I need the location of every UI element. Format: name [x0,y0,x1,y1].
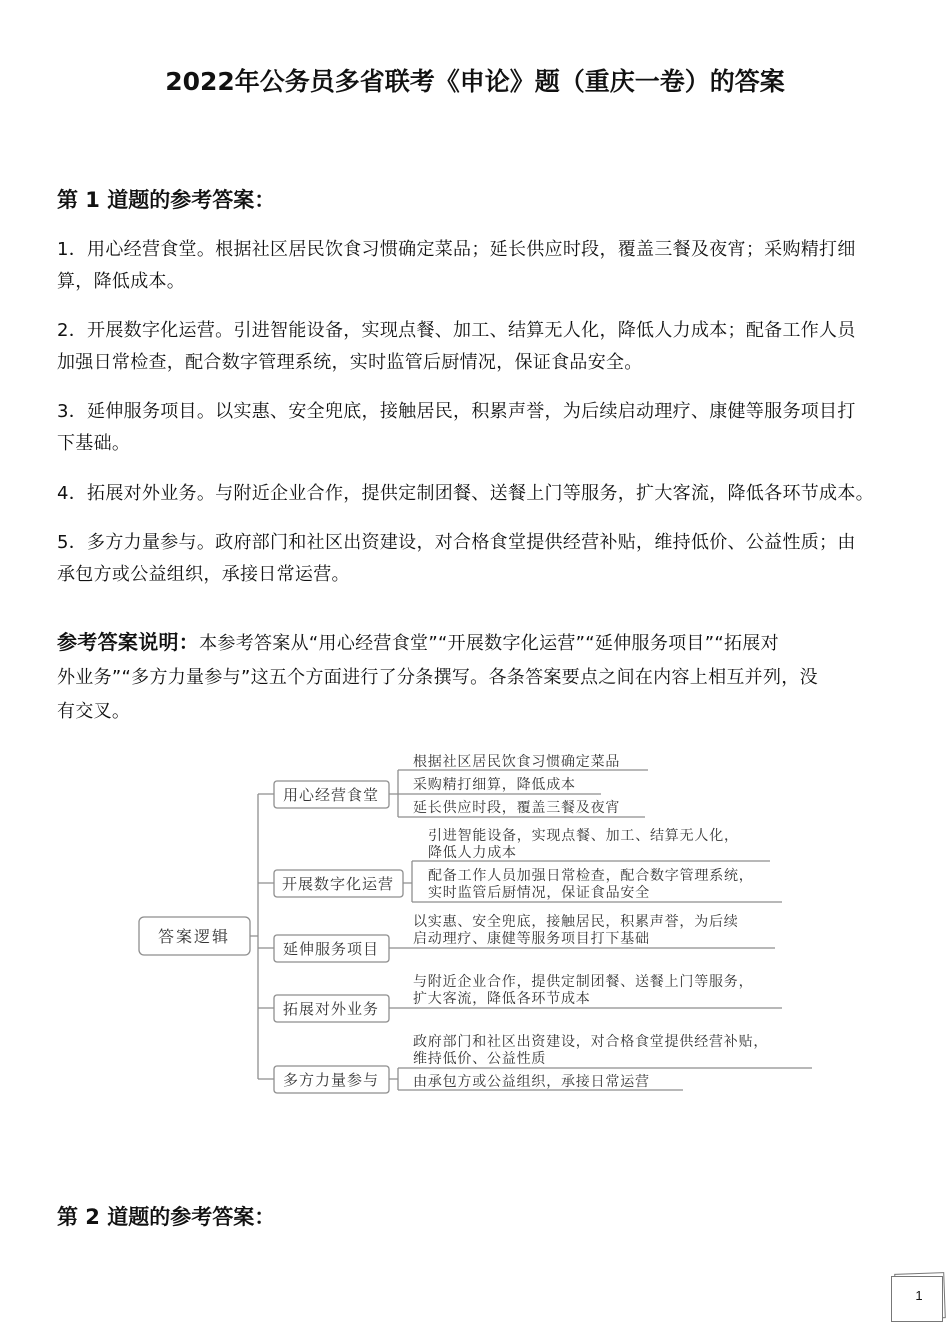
branch-4-label: 拓展对外业务 [282,1000,380,1018]
leaf-4-1-line-2: 扩大客流，降低各环节成本 [413,991,591,1007]
leaf-4-1-line-1: 与附近企业合作，提供定制团餐、送餐上门等服务， [413,974,754,990]
answer-3-line-2: 下基础。 [57,433,131,454]
mindmap-branch-5 [274,1066,389,1093]
branch-1-label: 用心经营食堂 [282,786,380,804]
note-line-3: 有交叉。 [57,701,131,722]
answer-5-line-1: 5．多方力量参与。政府部门和社区出资建设，对合格食堂提供经营补贴，维持低价、公益性质；由 [57,532,856,553]
leaf-5-1-line-2: 维持低价、公益性质 [413,1051,547,1067]
answer-2-line-2: 加强日常检查，配合数字管理系统，实时监管后厨情况，保证食品安全。 [57,352,643,373]
leaf-5-2: 由承包方或公益组织，承接日常运营 [413,1074,650,1090]
answer-1-line-2: 算，降低成本。 [57,271,186,292]
leaf-5-1-line-1: 政府部门和社区出资建设，对合格食堂提供经营补贴， [413,1034,769,1050]
branch-5-label: 多方力量参与 [282,1071,380,1089]
leaf-2-1-line-2: 降低人力成本 [428,845,517,861]
answer-5-line-2: 承包方或公益组织，承接日常运营。 [57,564,350,585]
leaf-1-2: 采购精打细算，降低成本 [413,777,576,793]
note-label: 参考答案说明： [57,630,200,654]
page-number: 1 [915,1288,923,1303]
branch-2-label: 开展数字化运营 [281,875,395,893]
page-number-box [891,1276,943,1320]
leaf-2-2-line-1: 配备工作人员加强日常检查，配合数字管理系统， [428,868,754,884]
mindmap-root-node [139,917,250,955]
leaf-1-3: 延长供应时段，覆盖三餐及夜宵 [413,800,621,816]
leaf-3-1-line-2: 启动理疗、康健等服务项目打下基础 [413,931,650,947]
answer-1-line-1: 1．用心经营食堂。根据社区居民饮食习惯确定菜品；延长供应时段，覆盖三餐及夜宵；采购精打细 [57,239,856,260]
note-line-2: 外业务”“多方力量参与”这五个方面进行了分条撰写。各条答案要点之间在内容上相互并列，没 [57,667,818,688]
note-line-1: 本参考答案从“用心经营食堂”“开展数字化运营”“延伸服务项目”“拓展对 [199,633,779,654]
leaf-1-1: 根据社区居民饮食习惯确定菜品 [413,754,621,770]
q2-heading: 第 2 道题的参考答案： [57,1205,276,1229]
answer-4-line-1: 4．拓展对外业务。与附近企业合作，提供定制团餐、送餐上门等服务，扩大客流，降低各环节成本。 [57,483,874,504]
leaf-2-2-line-2: 实时监管后厨情况，保证食品安全 [428,885,650,901]
q1-heading: 第 1 道题的参考答案： [57,188,276,212]
leaf-3-1-line-1: 以实惠、安全兜底，接触居民，积累声誉，为后续 [413,914,739,930]
branch-3-label: 延伸服务项目 [282,940,380,958]
mindmap-branch-1 [274,781,389,808]
answer-3-line-1: 3．延伸服务项目。以实惠、安全兜底，接触居民，积累声誉，为后续启动理疗、康健等服务项目打 [57,401,856,422]
document-title: 2022年公务员多省联考《申论》题（重庆一卷）的答案 [165,67,785,96]
answer-2-line-1: 2．开展数字化运营。引进智能设备，实现点餐、加工、结算无人化，降低人力成本；配备工作人员 [57,320,856,341]
mindmap-connector-lines [258,794,274,1079]
mindmap-branch-2 [274,870,403,897]
mindmap-branch-3 [274,935,389,962]
mindmap-trunk-line [250,794,258,1079]
leaf-2-1-line-1: 引进智能设备，实现点餐、加工、结算无人化， [428,828,739,844]
mindmap-root-label: 答案逻辑 [157,927,231,946]
mindmap-branch-4 [274,995,389,1022]
